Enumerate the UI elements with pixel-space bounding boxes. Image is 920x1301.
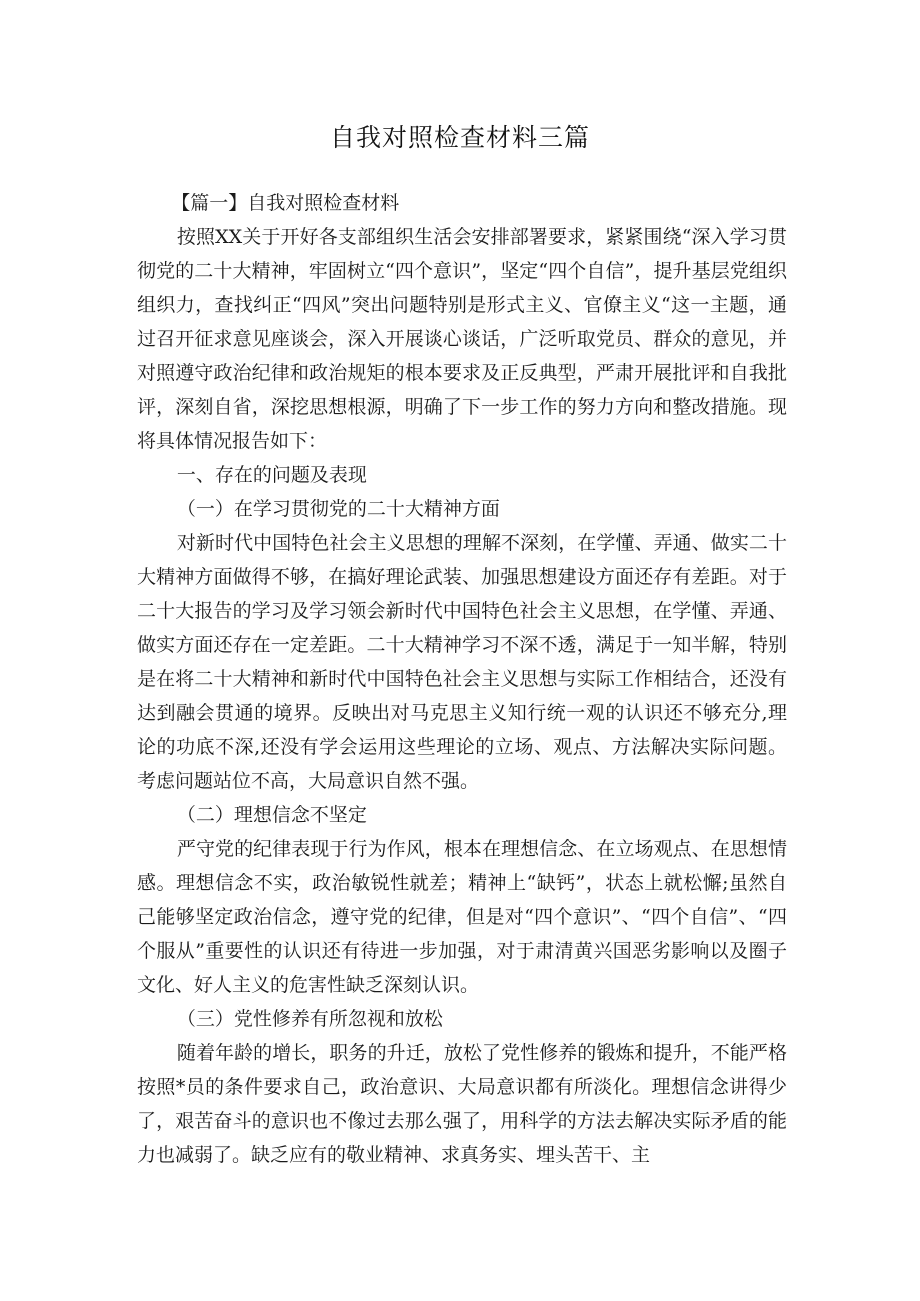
subheading-belief: （二）理想信念不坚定 bbox=[176, 804, 367, 826]
paragraph-cultivation: 随着年龄的增长，职务的升迁，放松了党性修养的锻炼和提升，不能严格按照*员的条件要求自己，政治意识、大局意识都有所淡化。理想信念讲得少了，艰苦奋斗的意识也不像过去那么强了，用科学的方法去解决实际矛盾的能力也减弱了。缺乏应有的敬业精神、求真务实、埋头苦干、主 bbox=[137, 1042, 787, 1166]
intro-paragraph: 按照XX关于开好各支部组织生活会安排部署要求，紧紧围绕“深入学习贯彻党的二十大精神，牢固树立“四个意识”，坚定“四个自信”，提升基层党组织组织力，查找纠正“四风”突出问题特别是形式主义、官僚主义“这一主题，通过召开征求意见座谈会，深入开展谈心谈话，广泛听取党员、群众的意见，并对照遵守政治纪律和政治规矩的根本要求及正反典型，严肃开展批评和自我批评，深刻自省，深挖思想根源，明确了下一步工作的努力方向和整改措施。现将具体情况报告如下： bbox=[137, 226, 787, 452]
heading-issues: 一、存在的问题及表现 bbox=[176, 464, 367, 486]
document-body bbox=[137, 186, 787, 1172]
paragraph-study: 对新时代中国特色社会主义思想的理解不深刻，在学懂、弄通、做实二十大精神方面做得不够，在搞好理论武装、加强思想建设方面还存有差距。对于二十大报告的学习及学习领会新时代中国特色社会主义思想，在学懂、弄通、做实方面还存在一定差距。二十大精神学习不深不透，满足于一知半解，特别是在将二十大精神和新时代中国特色社会主义思想与实际工作相结合，还没有达到融会贯通的境界。反映出对马克思主义知行统一观的认识还不够充分,理论的功底不深,还没有学会运用这些理论的立场、观点、方法解决实际问题。考虑问题站位不高，大局意识自然不强。 bbox=[137, 532, 787, 792]
section-label: 【篇一】自我对照检查材料 bbox=[171, 192, 400, 214]
subheading-study: （一）在学习贯彻党的二十大精神方面 bbox=[176, 498, 500, 520]
page-title: 自我对照检查材料三篇 bbox=[329, 123, 590, 152]
subheading-cultivation: （三）党性修养有所忽视和放松 bbox=[176, 1008, 443, 1030]
paragraph-belief: 严守党的纪律表现于行为作风，根本在理想信念、在立场观点、在思想情感。理想信念不实，政治敏锐性就差；精神上“缺钙”，状态上就松懈;虽然自己能够坚定政治信念，遵守党的纪律，但是对“四个意识”、“四个自信”、“四个服从”重要性的认识还有待进一步加强，对于肃清黄兴国恶劣影响以及圈子文化、好人主义的危害性缺乏深刻认识。 bbox=[137, 838, 787, 996]
